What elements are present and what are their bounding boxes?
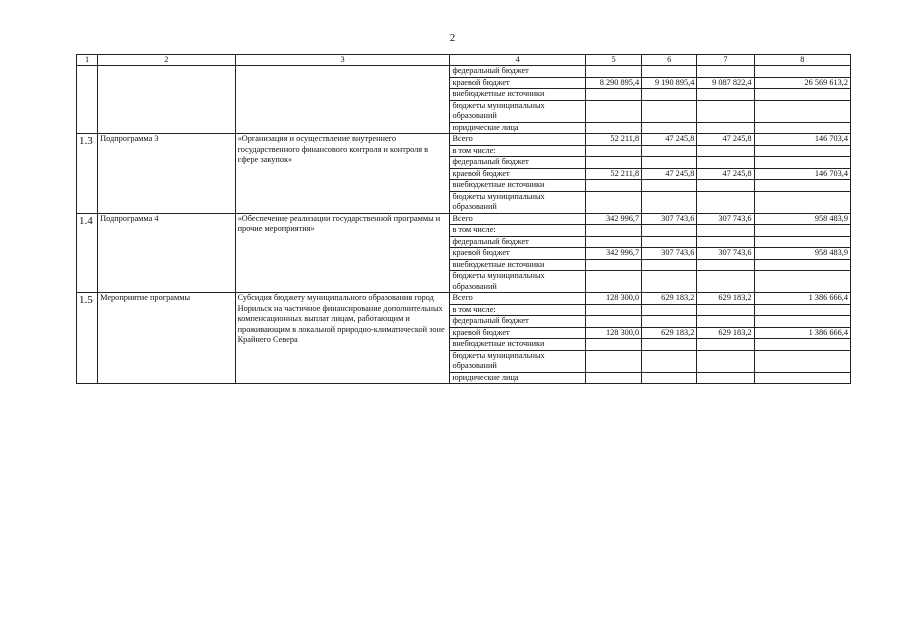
value-cell: [697, 145, 754, 157]
value-cell: [697, 339, 754, 351]
value-cell: 307 743,6: [642, 248, 697, 260]
section-description: «Организация и осуществление внутреннего государственного финансового контроля и контроля в сфере закупок»: [235, 134, 450, 214]
value-cell: [585, 271, 641, 293]
value-cell: [642, 122, 697, 134]
value-cell: [754, 304, 850, 316]
table-row: [77, 213, 851, 225]
source-label: бюджеты муниципальных образований: [450, 350, 586, 372]
value-cell: [697, 180, 754, 192]
value-cell: [697, 100, 754, 122]
value-cell: [754, 157, 850, 169]
value-cell: [642, 66, 697, 78]
value-cell: 1 386 666,4: [754, 327, 850, 339]
value-cell: 52 211,8: [585, 134, 641, 146]
value-cell: [697, 122, 754, 134]
value-cell: 146 703,4: [754, 134, 850, 146]
section-name: Подпрограмма 3: [98, 134, 236, 214]
value-cell: [697, 372, 754, 384]
desc-cell-empty: [235, 66, 450, 134]
value-cell: 128 300,0: [585, 293, 641, 305]
section-name: Мероприятие программы: [98, 293, 236, 384]
value-cell: 8 290 895,4: [585, 77, 641, 89]
header-cell: 7: [697, 55, 754, 66]
value-cell: [754, 145, 850, 157]
value-cell: [642, 236, 697, 248]
table-row: [77, 134, 851, 146]
value-cell: [642, 145, 697, 157]
value-cell: [585, 180, 641, 192]
budget-table: [76, 54, 851, 384]
source-label: федеральный бюджет: [450, 157, 586, 169]
value-cell: 342 996,7: [585, 248, 641, 260]
section-number: 1.3: [77, 134, 98, 214]
value-cell: [697, 157, 754, 169]
value-cell: [585, 372, 641, 384]
value-cell: [754, 180, 850, 192]
value-cell: [585, 236, 641, 248]
num-cell-empty: [77, 66, 98, 134]
source-label: федеральный бюджет: [450, 66, 586, 78]
value-cell: [585, 339, 641, 351]
value-cell: [585, 157, 641, 169]
value-cell: [754, 100, 850, 122]
source-label: бюджеты муниципальных образований: [450, 191, 586, 213]
value-cell: 629 183,2: [697, 327, 754, 339]
source-label: внебюджетные источники: [450, 89, 586, 101]
value-cell: 958 483,9: [754, 213, 850, 225]
value-cell: [697, 271, 754, 293]
value-cell: [642, 316, 697, 328]
value-cell: [642, 304, 697, 316]
value-cell: [697, 304, 754, 316]
source-label: краевой бюджет: [450, 327, 586, 339]
source-label: Всего: [450, 213, 586, 225]
value-cell: [642, 191, 697, 213]
value-cell: [642, 372, 697, 384]
section-description: «Обеспечение реализации государственной программы и прочие мероприятия»: [235, 213, 450, 293]
value-cell: [642, 339, 697, 351]
value-cell: [585, 145, 641, 157]
value-cell: 307 743,6: [697, 213, 754, 225]
value-cell: [754, 339, 850, 351]
section-number: 1.4: [77, 213, 98, 293]
value-cell: [642, 180, 697, 192]
value-cell: [585, 316, 641, 328]
source-label: внебюджетные источники: [450, 339, 586, 351]
value-cell: [754, 236, 850, 248]
value-cell: [697, 236, 754, 248]
source-label: внебюджетные источники: [450, 259, 586, 271]
value-cell: [697, 350, 754, 372]
value-cell: 9 190 895,4: [642, 77, 697, 89]
value-cell: 342 996,7: [585, 213, 641, 225]
source-label: бюджеты муниципальных образований: [450, 100, 586, 122]
value-cell: 26 569 613,2: [754, 77, 850, 89]
value-cell: [754, 271, 850, 293]
source-label: в том числе:: [450, 145, 586, 157]
section-description: Субсидия бюджету муниципального образования город Норильск на частичное финансирование дополнительных компенсационных выплат лицам, работающим и проживающим в локальной природно-климатической зоне Крайнего Севера: [235, 293, 450, 384]
value-cell: 47 245,8: [697, 134, 754, 146]
source-label: краевой бюджет: [450, 248, 586, 260]
value-cell: [754, 225, 850, 237]
value-cell: 1 386 666,4: [754, 293, 850, 305]
value-cell: [754, 259, 850, 271]
header-cell: 2: [98, 55, 236, 66]
value-cell: 146 703,4: [754, 168, 850, 180]
value-cell: [585, 89, 641, 101]
source-label: в том числе:: [450, 225, 586, 237]
value-cell: [697, 89, 754, 101]
value-cell: [642, 89, 697, 101]
value-cell: [642, 350, 697, 372]
source-label: внебюджетные источники: [450, 180, 586, 192]
value-cell: [697, 66, 754, 78]
source-label: Всего: [450, 293, 586, 305]
value-cell: [585, 350, 641, 372]
header-cell: 3: [235, 55, 450, 66]
value-cell: [585, 225, 641, 237]
value-cell: [585, 66, 641, 78]
value-cell: [585, 100, 641, 122]
source-label: краевой бюджет: [450, 168, 586, 180]
value-cell: 307 743,6: [697, 248, 754, 260]
source-label: юридические лица: [450, 122, 586, 134]
header-cell: 4: [450, 55, 586, 66]
value-cell: 47 245,8: [697, 168, 754, 180]
value-cell: [754, 66, 850, 78]
source-label: федеральный бюджет: [450, 236, 586, 248]
header-cell: 8: [754, 55, 850, 66]
value-cell: [642, 225, 697, 237]
value-cell: 128 300,0: [585, 327, 641, 339]
value-cell: [642, 100, 697, 122]
value-cell: 47 245,8: [642, 134, 697, 146]
value-cell: 52 211,8: [585, 168, 641, 180]
source-label: бюджеты муниципальных образований: [450, 271, 586, 293]
source-label: юридические лица: [450, 372, 586, 384]
value-cell: 629 183,2: [697, 293, 754, 305]
value-cell: [642, 271, 697, 293]
value-cell: [754, 372, 850, 384]
source-label: Всего: [450, 134, 586, 146]
value-cell: 9 087 822,4: [697, 77, 754, 89]
value-cell: [754, 316, 850, 328]
value-cell: [754, 191, 850, 213]
value-cell: 629 183,2: [642, 293, 697, 305]
header-cell: 5: [585, 55, 641, 66]
value-cell: 47 245,8: [642, 168, 697, 180]
source-label: в том числе:: [450, 304, 586, 316]
value-cell: 958 483,9: [754, 248, 850, 260]
value-cell: [585, 122, 641, 134]
header-cell: 6: [642, 55, 697, 66]
value-cell: [697, 316, 754, 328]
value-cell: 629 183,2: [642, 327, 697, 339]
value-cell: [697, 259, 754, 271]
value-cell: [697, 225, 754, 237]
value-cell: [754, 122, 850, 134]
table-row: [77, 293, 851, 305]
table-row: [77, 66, 851, 78]
source-label: федеральный бюджет: [450, 316, 586, 328]
name-cell-empty: [98, 66, 236, 134]
header-cell: 1: [77, 55, 98, 66]
value-cell: [754, 350, 850, 372]
value-cell: 307 743,6: [642, 213, 697, 225]
value-cell: [585, 259, 641, 271]
value-cell: [642, 157, 697, 169]
value-cell: [585, 191, 641, 213]
value-cell: [754, 89, 850, 101]
source-label: краевой бюджет: [450, 77, 586, 89]
header-row: [77, 55, 851, 66]
value-cell: [697, 191, 754, 213]
section-number: 1.5: [77, 293, 98, 384]
page-number: 2: [449, 32, 456, 44]
value-cell: [585, 304, 641, 316]
value-cell: [642, 259, 697, 271]
section-name: Подпрограмма 4: [98, 213, 236, 293]
